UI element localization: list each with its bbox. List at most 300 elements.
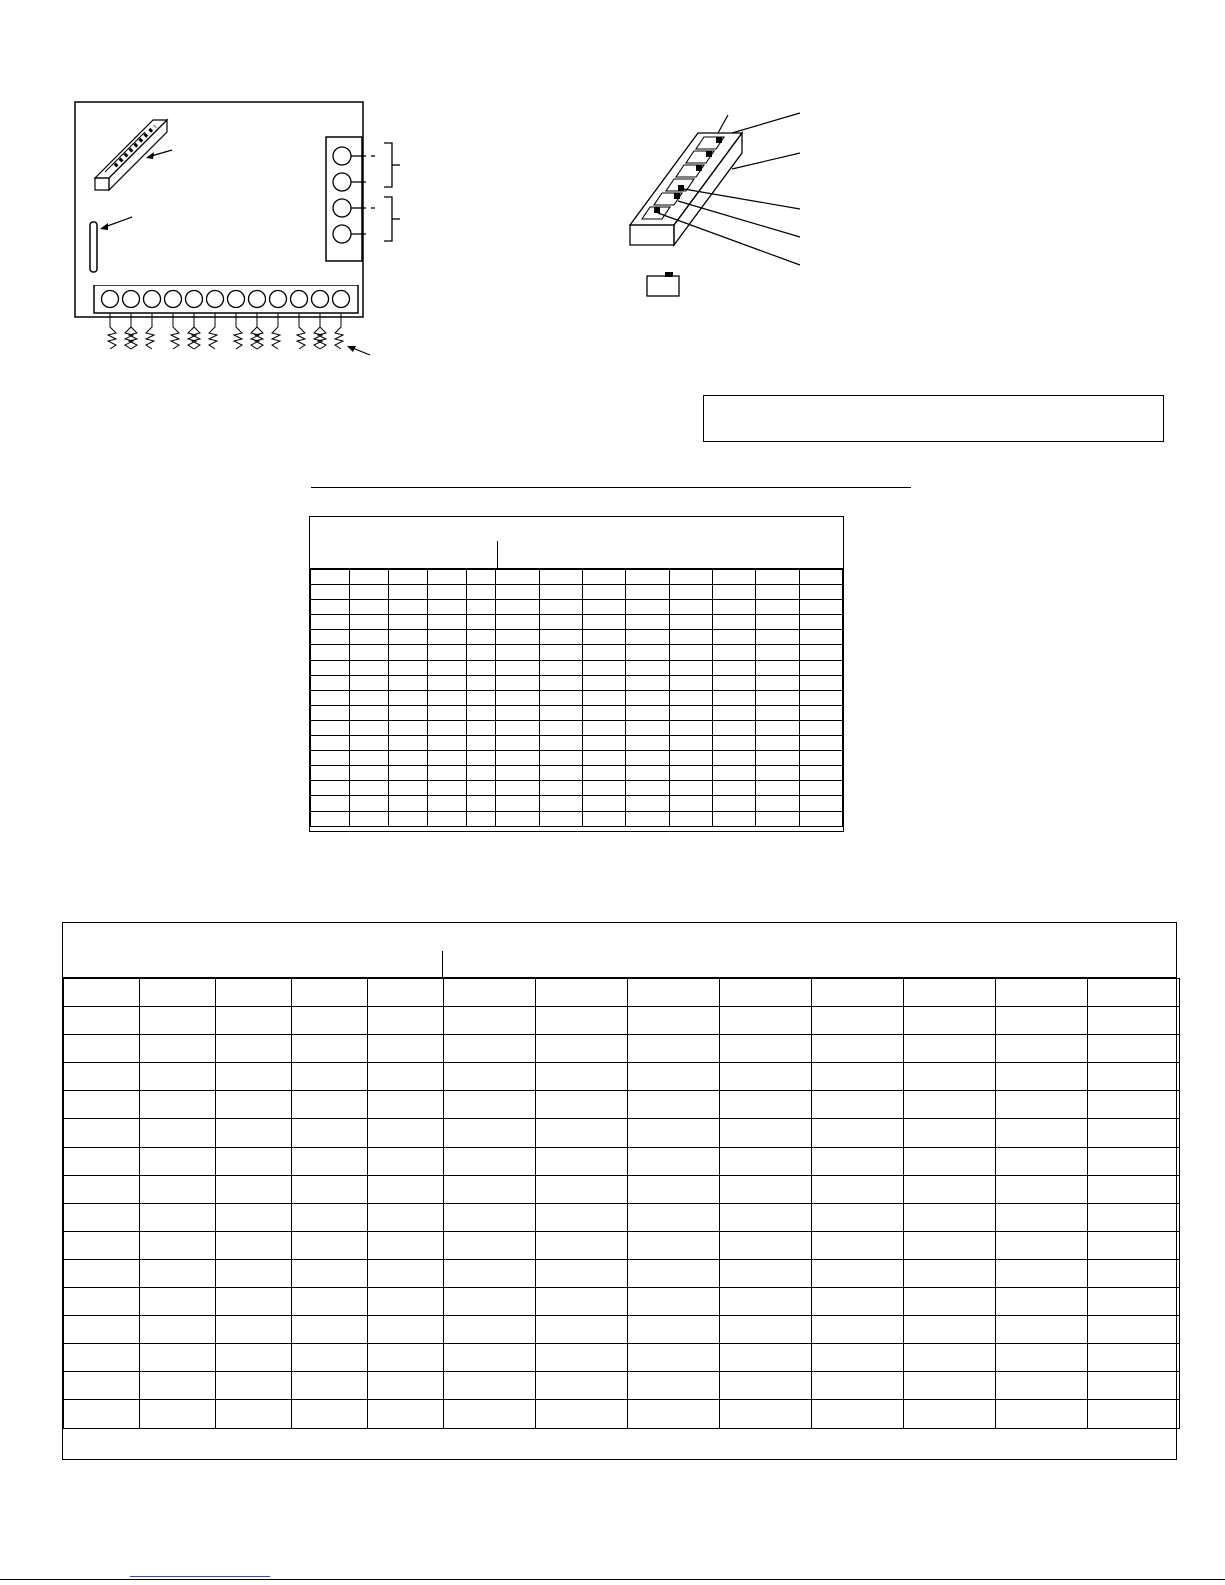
table-cell: [350, 600, 388, 615]
table-cell: [536, 1147, 628, 1175]
table-cell: [496, 570, 539, 585]
table-cell: [1088, 1203, 1180, 1231]
table-cell: [467, 766, 496, 781]
table-cell: [996, 1063, 1088, 1091]
table-cell: [720, 1091, 812, 1119]
table-cell: [812, 1203, 904, 1231]
table-cell: [756, 570, 799, 585]
table-cell: [350, 720, 388, 735]
table-cell: [904, 1372, 996, 1400]
table-row: [64, 1035, 1180, 1063]
table-cell: [467, 720, 496, 735]
table-row: [311, 720, 843, 735]
table-cell: [496, 736, 539, 751]
table-cell: [467, 796, 496, 811]
table-cell: [292, 1316, 368, 1344]
table-cell: [669, 600, 712, 615]
table-cell: [536, 1344, 628, 1372]
table-cell: [467, 570, 496, 585]
table-cell: [582, 751, 625, 766]
table-cell: [140, 1091, 216, 1119]
table-cell: [427, 720, 466, 735]
table-row: [64, 1344, 1180, 1372]
table-cell: [582, 585, 625, 600]
table-cell: [539, 736, 582, 751]
table-cell: [311, 675, 350, 690]
table-cell: [140, 1344, 216, 1372]
table-cell: [904, 1147, 996, 1175]
table-cell: [311, 720, 350, 735]
table-cell: [799, 645, 842, 660]
table-cell: [388, 811, 427, 826]
table-cell: [292, 1259, 368, 1287]
table-cell: [712, 781, 755, 796]
table-cell: [536, 1316, 628, 1344]
table-cell: [496, 660, 539, 675]
table-cell: [628, 1175, 720, 1203]
table-cell: [536, 1035, 628, 1063]
table-cell: [444, 1316, 536, 1344]
table-cell: [292, 1119, 368, 1147]
table-cell: [756, 720, 799, 735]
table-cell: [669, 615, 712, 630]
table-cell: [350, 705, 388, 720]
table-body: [63, 978, 1180, 1429]
table-cell: [996, 1288, 1088, 1316]
table-cell: [626, 570, 669, 585]
table-cell: [626, 690, 669, 705]
table-cell: [350, 751, 388, 766]
table-row: [311, 660, 843, 675]
table-cell: [904, 1203, 996, 1231]
table-cell: [311, 736, 350, 751]
table-cell: [216, 1231, 292, 1259]
table-row: [64, 1063, 1180, 1091]
table-cell: [626, 615, 669, 630]
table-cell: [799, 766, 842, 781]
table-cell: [292, 1344, 368, 1372]
table-cell: [1088, 1259, 1180, 1287]
table-cell: [350, 645, 388, 660]
table-cell: [720, 979, 812, 1007]
table-cell: [756, 645, 799, 660]
table-cell: [799, 570, 842, 585]
table-cell: [626, 720, 669, 735]
table-cell: [444, 1147, 536, 1175]
table-cell: [64, 1175, 140, 1203]
table-cell: [628, 1063, 720, 1091]
table-cell: [64, 1259, 140, 1287]
table-cell: [720, 1007, 812, 1035]
table-cell: [799, 811, 842, 826]
table-cell: [388, 660, 427, 675]
table-row: [311, 766, 843, 781]
table-cell: [1088, 1175, 1180, 1203]
table-cell: [368, 1175, 444, 1203]
table-cell: [539, 645, 582, 660]
table-cell: [64, 1344, 140, 1372]
table-cell: [388, 766, 427, 781]
table-cell: [712, 811, 755, 826]
table-cell: [628, 1288, 720, 1316]
table-cell: [669, 660, 712, 675]
table-cell: [904, 1344, 996, 1372]
table-cell: [539, 585, 582, 600]
table-cell: [368, 1147, 444, 1175]
table-cell: [812, 1400, 904, 1428]
table-cell: [427, 600, 466, 615]
table-cell: [368, 1007, 444, 1035]
table-cell: [720, 1316, 812, 1344]
table-cell: [467, 811, 496, 826]
table-cell: [292, 1007, 368, 1035]
table-cell: [904, 1259, 996, 1287]
table-cell: [996, 1007, 1088, 1035]
table-cell: [496, 811, 539, 826]
table-cell: [140, 1316, 216, 1344]
table-cell: [669, 781, 712, 796]
table-cell: [996, 1175, 1088, 1203]
table-cell: [496, 585, 539, 600]
table-cell: [1088, 1007, 1180, 1035]
table-cell: [368, 979, 444, 1007]
table-cell: [669, 645, 712, 660]
table-cell: [427, 766, 466, 781]
table-cell: [628, 1119, 720, 1147]
table-cell: [812, 1091, 904, 1119]
table-cell: [292, 1231, 368, 1259]
table-cell: [626, 705, 669, 720]
bracket-lines: [380, 135, 420, 255]
table-cell: [669, 585, 712, 600]
table-cell: [388, 751, 427, 766]
table-cell: [216, 1147, 292, 1175]
table-cell: [368, 1400, 444, 1428]
table-cell: [140, 1119, 216, 1147]
table-cell: [904, 1400, 996, 1428]
table-cell: [626, 751, 669, 766]
table-cell: [496, 766, 539, 781]
table-cell: [140, 1288, 216, 1316]
table-row: [64, 1372, 1180, 1400]
table-cell: [388, 796, 427, 811]
table-cell: [712, 570, 755, 585]
table-cell: [427, 570, 466, 585]
table-cell: [626, 630, 669, 645]
table-cell: [427, 751, 466, 766]
table-cell: [582, 705, 625, 720]
table-cell: [720, 1035, 812, 1063]
table-cell: [628, 1259, 720, 1287]
note-box: [703, 395, 1164, 442]
table-cell: [496, 615, 539, 630]
table-cell: [467, 675, 496, 690]
table-cell: [904, 1316, 996, 1344]
table-cell: [536, 1063, 628, 1091]
table-cell: [669, 705, 712, 720]
table-cell: [536, 1119, 628, 1147]
table-cell: [812, 1035, 904, 1063]
table-cell: [216, 1063, 292, 1091]
table-cell: [350, 660, 388, 675]
table-cell: [712, 615, 755, 630]
table-cell: [628, 1344, 720, 1372]
table-cell: [311, 600, 350, 615]
table-cell: [582, 811, 625, 826]
table-cell: [536, 1007, 628, 1035]
table-cell: [582, 570, 625, 585]
table-cell: [536, 979, 628, 1007]
table-cell: [720, 1119, 812, 1147]
table-cell: [140, 1259, 216, 1287]
table-cell: [712, 705, 755, 720]
table-header: [310, 517, 843, 569]
table-cell: [140, 1400, 216, 1428]
table-cell: [427, 630, 466, 645]
table-cell: [720, 1063, 812, 1091]
table-cell: [496, 630, 539, 645]
table-cell: [1088, 1063, 1180, 1091]
table-cell: [536, 1400, 628, 1428]
table-cell: [292, 1063, 368, 1091]
table-cell: [669, 796, 712, 811]
table-row: [311, 585, 843, 600]
table-cell: [756, 751, 799, 766]
table-row: [311, 600, 843, 615]
table-cell: [467, 660, 496, 675]
table-cell: [628, 1147, 720, 1175]
table-cell: [669, 736, 712, 751]
table-cell: [350, 570, 388, 585]
table-cell: [350, 796, 388, 811]
table-cell: [216, 1288, 292, 1316]
table-cell: [216, 1316, 292, 1344]
table-cell: [628, 1035, 720, 1063]
table-cell: [64, 1119, 140, 1147]
table-cell: [712, 690, 755, 705]
table-cell: [388, 585, 427, 600]
table-cell: [799, 736, 842, 751]
table-cell: [467, 781, 496, 796]
table-cell: [216, 1091, 292, 1119]
table-cell: [292, 1288, 368, 1316]
table-cell: [626, 811, 669, 826]
table-cell: [311, 811, 350, 826]
table-cell: [799, 705, 842, 720]
table-cell: [216, 1203, 292, 1231]
table-row: [311, 675, 843, 690]
table-cell: [444, 1035, 536, 1063]
table-cell: [539, 690, 582, 705]
table-cell: [904, 1007, 996, 1035]
table-cell: [216, 1344, 292, 1372]
table-cell: [536, 1288, 628, 1316]
table-cell: [904, 979, 996, 1007]
table-row: [311, 811, 843, 826]
table-cell: [368, 1119, 444, 1147]
table-cell: [427, 645, 466, 660]
table-cell: [368, 1091, 444, 1119]
table-row: [64, 1400, 1180, 1428]
table-cell: [582, 766, 625, 781]
table-cell: [582, 600, 625, 615]
table-cell: [467, 645, 496, 660]
table-cell: [368, 1344, 444, 1372]
table-cell: [427, 705, 466, 720]
table-cell: [812, 1259, 904, 1287]
table-cell: [496, 751, 539, 766]
table-cell: [388, 720, 427, 735]
table-cell: [712, 751, 755, 766]
footer-link[interactable]: [130, 1576, 270, 1577]
table-cell: [720, 1400, 812, 1428]
table-cell: [368, 1372, 444, 1400]
table-row: [311, 781, 843, 796]
table-cell: [467, 630, 496, 645]
table-cell: [350, 766, 388, 781]
header-divider: [497, 541, 498, 568]
table-cell: [812, 979, 904, 1007]
table-cell: [64, 1231, 140, 1259]
table-cell: [64, 1063, 140, 1091]
table-cell: [756, 615, 799, 630]
table-cell: [539, 705, 582, 720]
table-row: [64, 1259, 1180, 1287]
table-cell: [311, 660, 350, 675]
table-cell: [628, 1091, 720, 1119]
table-cell: [444, 1119, 536, 1147]
table-cell: [996, 1316, 1088, 1344]
table-cell: [292, 1400, 368, 1428]
table-cell: [996, 1372, 1088, 1400]
table-cell: [996, 1400, 1088, 1428]
table-cell: [626, 600, 669, 615]
table-cell: [996, 1035, 1088, 1063]
table-cell: [140, 1007, 216, 1035]
table-cell: [388, 690, 427, 705]
table-cell: [628, 979, 720, 1007]
table-cell: [311, 570, 350, 585]
table-cell: [536, 1175, 628, 1203]
table-cell: [712, 736, 755, 751]
table-cell: [582, 781, 625, 796]
table-cell: [799, 630, 842, 645]
table-cell: [388, 645, 427, 660]
table-cell: [539, 570, 582, 585]
table-cell: [756, 675, 799, 690]
table-cell: [669, 811, 712, 826]
toggle-switch-icon: [645, 270, 685, 300]
table-cell: [496, 796, 539, 811]
table-cell: [628, 1372, 720, 1400]
table-cell: [467, 615, 496, 630]
table-cell: [388, 781, 427, 796]
table-cell: [350, 690, 388, 705]
table-cell: [444, 979, 536, 1007]
table-cell: [140, 1372, 216, 1400]
table-cell: [311, 705, 350, 720]
table-cell: [904, 1231, 996, 1259]
table-cell: [216, 1007, 292, 1035]
section-rule: [311, 487, 911, 488]
table-cell: [582, 675, 625, 690]
table-cell: [1088, 1035, 1180, 1063]
circuit-board-figure: [60, 95, 380, 375]
table-header: [63, 923, 1176, 978]
table-cell: [626, 585, 669, 600]
table-cell: [904, 1119, 996, 1147]
table-cell: [216, 1400, 292, 1428]
table-cell: [140, 979, 216, 1007]
table-cell: [64, 1316, 140, 1344]
table-cell: [756, 630, 799, 645]
table-cell: [467, 705, 496, 720]
table-row: [64, 1147, 1180, 1175]
table-row: [311, 751, 843, 766]
table-cell: [712, 630, 755, 645]
table-cell: [496, 675, 539, 690]
table-cell: [669, 766, 712, 781]
table-cell: [467, 751, 496, 766]
table-cell: [539, 751, 582, 766]
table-cell: [626, 660, 669, 675]
table-row: [311, 736, 843, 751]
table-cell: [444, 1203, 536, 1231]
table-cell: [64, 1035, 140, 1063]
table-cell: [368, 1063, 444, 1091]
table-cell: [669, 720, 712, 735]
resistor-icon: [108, 313, 343, 349]
table-cell: [1088, 1119, 1180, 1147]
table-cell: [539, 630, 582, 645]
table-cell: [996, 1091, 1088, 1119]
table-cell: [582, 690, 625, 705]
table-cell: [996, 1344, 1088, 1372]
table-cell: [444, 1063, 536, 1091]
table-cell: [626, 736, 669, 751]
table-cell: [216, 1259, 292, 1287]
table-cell: [350, 675, 388, 690]
table-cell: [712, 766, 755, 781]
table-cell: [216, 1175, 292, 1203]
table-cell: [311, 796, 350, 811]
table-cell: [799, 600, 842, 615]
table-cell: [720, 1147, 812, 1175]
table-cell: [311, 645, 350, 660]
table-cell: [368, 1203, 444, 1231]
table-cell: [1088, 1147, 1180, 1175]
header-divider: [442, 951, 443, 977]
table-cell: [720, 1372, 812, 1400]
table-cell: [904, 1091, 996, 1119]
table-cell: [539, 811, 582, 826]
table-cell: [1088, 1316, 1180, 1344]
table-cell: [628, 1231, 720, 1259]
table-cell: [539, 675, 582, 690]
table-cell: [292, 979, 368, 1007]
table-cell: [756, 600, 799, 615]
table-cell: [536, 1231, 628, 1259]
table-cell: [996, 1147, 1088, 1175]
table-cell: [216, 1035, 292, 1063]
table-cell: [628, 1400, 720, 1428]
table-cell: [539, 720, 582, 735]
table-cell: [626, 781, 669, 796]
table-cell: [311, 766, 350, 781]
table-cell: [712, 585, 755, 600]
table-cell: [368, 1035, 444, 1063]
table-cell: [311, 615, 350, 630]
